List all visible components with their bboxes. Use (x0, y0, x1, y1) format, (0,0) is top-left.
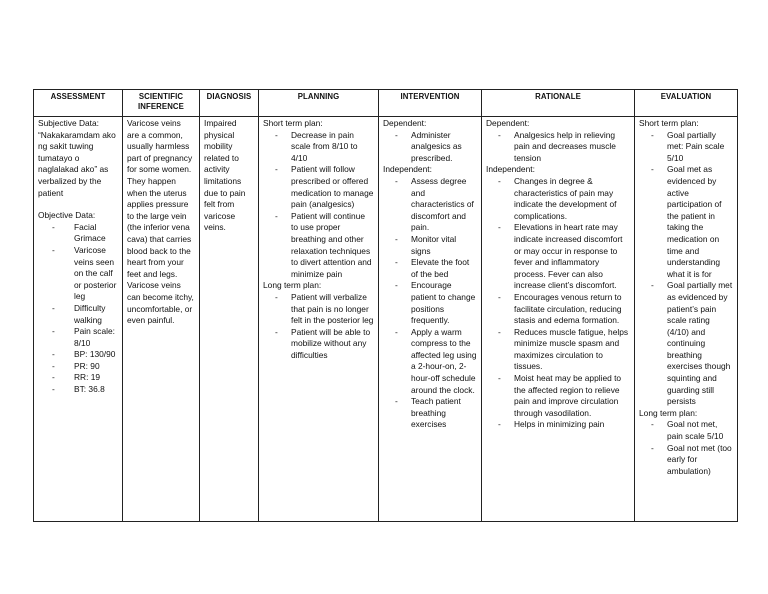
evaluation-long-label: Long term plan: (639, 407, 698, 418)
list-item: - Changes in degree & characteristics of pain may indicate the development of complications. (486, 176, 630, 222)
list-item: - BP: 130/90 (38, 349, 118, 361)
list-item: - Assess degree and characteristics of discomfort and pain. (383, 176, 477, 234)
care-plan-table (33, 89, 738, 522)
subjective-text: “Nakakaramdam ako ng sakit tuwing tumatayo o naglalakad ako” as verbalized by the patient (38, 129, 116, 198)
list-item: - Pain scale: 8/10 (38, 326, 118, 349)
list-item: - Analgesics help in relieving pain and decreases muscle tension (486, 130, 630, 165)
list-item: - Decrease in pain scale from 8/10 to 4/10 (263, 130, 374, 165)
subjective-label: Subjective Data: (38, 118, 99, 128)
diagnosis-text: Impaired physical mobility related to activity limitations due to pain felt from varicose veins. (204, 118, 246, 233)
list-item: - Patient will continue to use proper breathing and other relaxation techniques to divert attention and minimize pain (263, 211, 374, 281)
list-item: - Elevate the foot of the bed (383, 257, 477, 280)
intervention-cell (379, 117, 482, 522)
header-intervention: INTERVENTION (379, 90, 482, 117)
list-item: - PR: 90 (38, 361, 118, 373)
planning-long-list (263, 292, 374, 362)
header-assessment: ASSESSMENT (34, 90, 123, 117)
rationale-independent-list (486, 176, 630, 431)
list-item: - Helps in minimizing pain (486, 419, 630, 431)
objective-list (38, 222, 118, 396)
scientific-inference-text: Varicose veins are a common, usually harmless part of pregnancy for some women. They happen when the uterus applies pressure to the large vein (the inferior vena cava) that carries blood back to the heart from your feet and legs. Varicose veins can become itchy, uncomfortable, or even painful. (127, 118, 194, 326)
list-item: - Difficulty walking (38, 303, 118, 326)
header-row (34, 90, 738, 117)
list-item: - Facial Grimace (38, 222, 118, 245)
list-item: - Moist heat may be applied to the affected region to relieve pain and improve circulation through vasodilation. (486, 373, 630, 419)
assessment-cell (34, 117, 123, 522)
header-diagnosis: DIAGNOSIS (200, 90, 259, 117)
rationale-dependent-label: Dependent: (486, 118, 530, 128)
list-item: - Encourage patient to change positions frequently. (383, 280, 477, 326)
header-planning: PLANNING (259, 90, 379, 117)
list-item: - Elevations in heart rate may indicate increased discomfort or may occur in response to fever and inflammatory process. Fever can also increase client’s discomfort. (486, 222, 630, 292)
evaluation-short-label: Short term plan: (639, 118, 699, 128)
planning-cell (259, 117, 379, 522)
list-item: - Monitor vital signs (383, 234, 477, 257)
objective-label: Objective Data: (38, 210, 96, 221)
rationale-cell (482, 117, 635, 522)
list-item: - Patient will be able to mobilize without any difficulties (263, 327, 374, 362)
list-item: - Goal not met, pain scale 5/10 (639, 419, 733, 442)
intervention-dependent-label: Dependent: (383, 118, 427, 128)
list-item: - Encourages venous return to facilitate circulation, reducing stasis and edema formation. (486, 292, 630, 327)
list-item: - RR: 19 (38, 372, 118, 384)
header-rationale: RATIONALE (482, 90, 635, 117)
planning-short-list (263, 130, 374, 281)
list-item: - Apply a warm compress to the affected leg using a 2-hour-on, 2-hour-off schedule around the clock. (383, 327, 477, 397)
diagnosis-cell (200, 117, 259, 522)
list-item: - Varicose veins seen on the calf or posterior leg (38, 245, 118, 303)
list-item: - Goal not met (too early for ambulation) (639, 443, 733, 478)
list-item: - Patient will follow prescribed or offered medication to manage pain (analgesics) (263, 164, 374, 210)
header-evaluation: EVALUATION (635, 90, 738, 117)
list-item: - Goal partially met: Pain scale 5/10 (639, 130, 733, 165)
evaluation-long-list (639, 419, 733, 477)
scientific-inference-cell (123, 117, 200, 522)
intervention-independent-label: Independent: (383, 164, 432, 175)
list-item: - Goal met as evidenced by active participation of the patient in taking the medication on time and understanding what it is for (639, 164, 733, 280)
list-item: - Goal partially met as evidenced by patient’s pain scale rating (4/10) and continuing breathing exercises though squinting and guarding still persists (639, 280, 733, 408)
header-scientific-inference: SCIENTIFIC INFERENCE (123, 90, 200, 117)
list-item: - Patient will verbalize that pain is no longer felt in the posterior leg (263, 292, 374, 327)
list-item: - Reduces muscle fatigue, helps minimize muscle spasm and maximizes circulation to tissues. (486, 327, 630, 373)
intervention-independent-list (383, 176, 477, 431)
list-item: - Administer analgesics as prescribed. (383, 130, 477, 165)
planning-short-label: Short term plan: (263, 118, 323, 128)
rationale-independent-label: Independent: (486, 164, 535, 175)
list-item: - BT: 36.8 (38, 384, 118, 396)
content-row (34, 117, 738, 522)
intervention-dependent-list (383, 130, 477, 165)
planning-long-label: Long term plan: (263, 280, 322, 291)
evaluation-cell (635, 117, 738, 522)
list-item: - Teach patient breathing exercises (383, 396, 477, 431)
rationale-dependent-list (486, 130, 630, 165)
evaluation-short-list (639, 130, 733, 408)
